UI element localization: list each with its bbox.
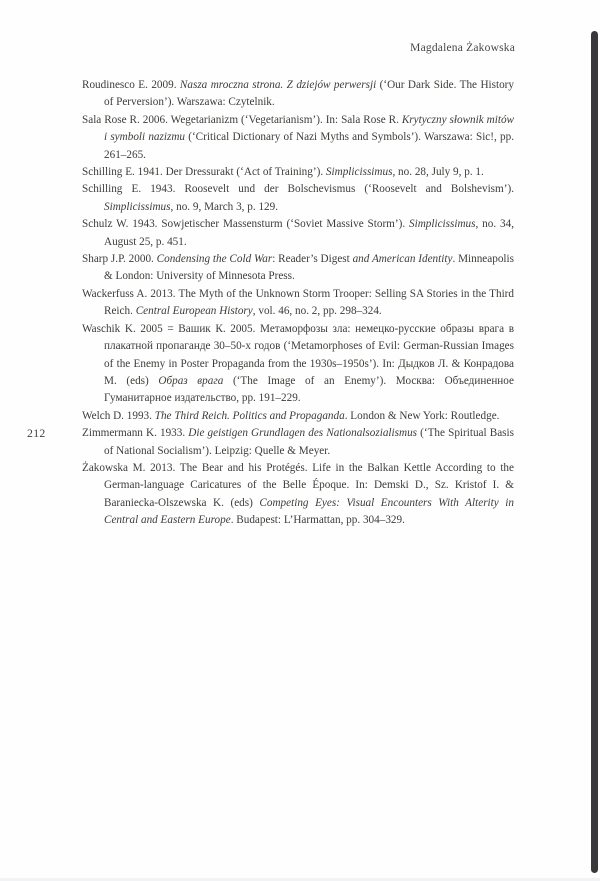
bibliography-list: [82, 77, 514, 530]
entry-text: , vol. 46, no. 2, pp. 298–324.: [252, 305, 382, 318]
entry-text: Sharp J.P. 2000.: [82, 253, 157, 266]
entry-text: (‘Our Dark Side. The History of Perversion’). Warszawa: Czytelnik.: [104, 79, 515, 109]
entry-title-italic: Competing Eyes: Visual Encounters With Alterity in Central and Eastern Europe: [104, 496, 514, 527]
entry-text: Welch D. 1993.: [82, 409, 155, 422]
bibliography-entry: [82, 286, 514, 321]
bibliography-entry: [82, 181, 514, 216]
entry-title-italic: Central European History: [135, 305, 253, 318]
entry-text: (‘The Spiritual Basis of National Socialism’). Leipzig: Quelle & Meyer.: [104, 427, 514, 457]
entry-title-italic: Simplicissimus: [409, 218, 476, 231]
entry-text: Schilling E. 1941. Der Dressurakt (‘Act of Training’).: [82, 166, 326, 179]
entry-title-italic: Condensing the Cold War: [156, 253, 273, 266]
entry-text: (‘The Image of an Enemy’). Москва: Объединенное Гуманитарное издательство, pp. 191–229.: [104, 374, 514, 405]
entry-text: Sala Rose R. 2006. Wegetarianizm (‘Vegetarianism’). In: Sala Rose R.: [82, 113, 402, 126]
bibliography-entry: [82, 216, 514, 251]
scrollbar-thumb[interactable]: [591, 31, 598, 873]
entry-text: Roudinesco E. 2009.: [82, 79, 180, 91]
entry-title-italic: Образ врага: [158, 374, 224, 387]
entry-title-italic: Simplicissimus: [104, 200, 171, 213]
entry-text: Wackerfuss A. 2013. The Myth of the Unknown Storm Trooper: Selling SA Stories in the Third Reich.: [82, 287, 514, 318]
entry-text: . Minneapolis & London: University of Minnesota Press.: [104, 253, 514, 283]
bibliography-entry: [82, 164, 514, 181]
bibliography-entry: [82, 112, 514, 164]
entry-title-italic: Die geistigen Grundlagen des Nationalsozialismus: [188, 427, 418, 440]
entry-text: , no. 34, August 25, p. 451.: [104, 218, 514, 248]
page-number: 212: [27, 426, 46, 440]
entry-title-italic: and American Identity: [352, 253, 453, 266]
entry-text: Schulz W. 1943. Sowjetischer Massensturm (‘Soviet Massive Storm’).: [82, 218, 409, 231]
entry-title-italic: Simplicissimus: [325, 166, 393, 179]
entry-title-italic: The Third Reich. Politics and Propaganda: [154, 409, 345, 422]
entry-text: , no. 28, July 9, p. 1.: [392, 166, 484, 179]
entry-text: . Budapest: L’Harmattan, pp. 304–329.: [230, 514, 405, 527]
running-head-author: Magdalena Żakowska: [410, 42, 515, 54]
entry-text: Zimmermann K. 1933.: [82, 427, 189, 440]
bibliography-entry: [82, 425, 514, 460]
entry-text: Żakowska M. 2013. The Bear and his Protégés. Life in the Balkan Kettle According to the German-language Caricatures of the Belle Époque. In: Demski D., Sz. Kristof I. & Baraniecka-Olszewska K. (eds): [82, 461, 514, 509]
bibliography-entry: [82, 408, 514, 425]
entry-text: : Reader’s Digest: [272, 253, 353, 266]
bibliography-entry: [82, 460, 514, 530]
entry-text: . London & New York: Routledge.: [344, 409, 500, 422]
bibliography-entry: [82, 321, 514, 408]
bibliography-entry: [82, 77, 514, 112]
bibliography-entry: [82, 251, 514, 286]
entry-title-italic: Nasza mroczna strona. Z dziejów perwersji: [179, 79, 377, 91]
entry-text: (‘Critical Dictionary of Nazi Myths and Symbols’). Warszawa: Sic!, pp. 261–265.: [104, 131, 514, 161]
entry-text: Waschik K. 2005 = Вашик К. 2005. Метаморфозы зла: немецко-русские образы врага в плакатной пропаганде 30–50-х годов (‘Metamorphoses of Evil: German-Russian Images of the Enemy in Poster Propaganda from the 1930s–1950s’). In: Дыдков Л. & Конрадова М. (eds): [82, 322, 514, 387]
entry-text: Schilling E. 1943. Roosevelt und der Bolschevismus (‘Roosevelt and Bolshevism’).: [82, 183, 514, 196]
entry-title-italic: Krytyczny słownik mitów i symboli nazizmu: [104, 113, 514, 144]
entry-text: , no. 9, March 3, p. 129.: [170, 200, 279, 213]
